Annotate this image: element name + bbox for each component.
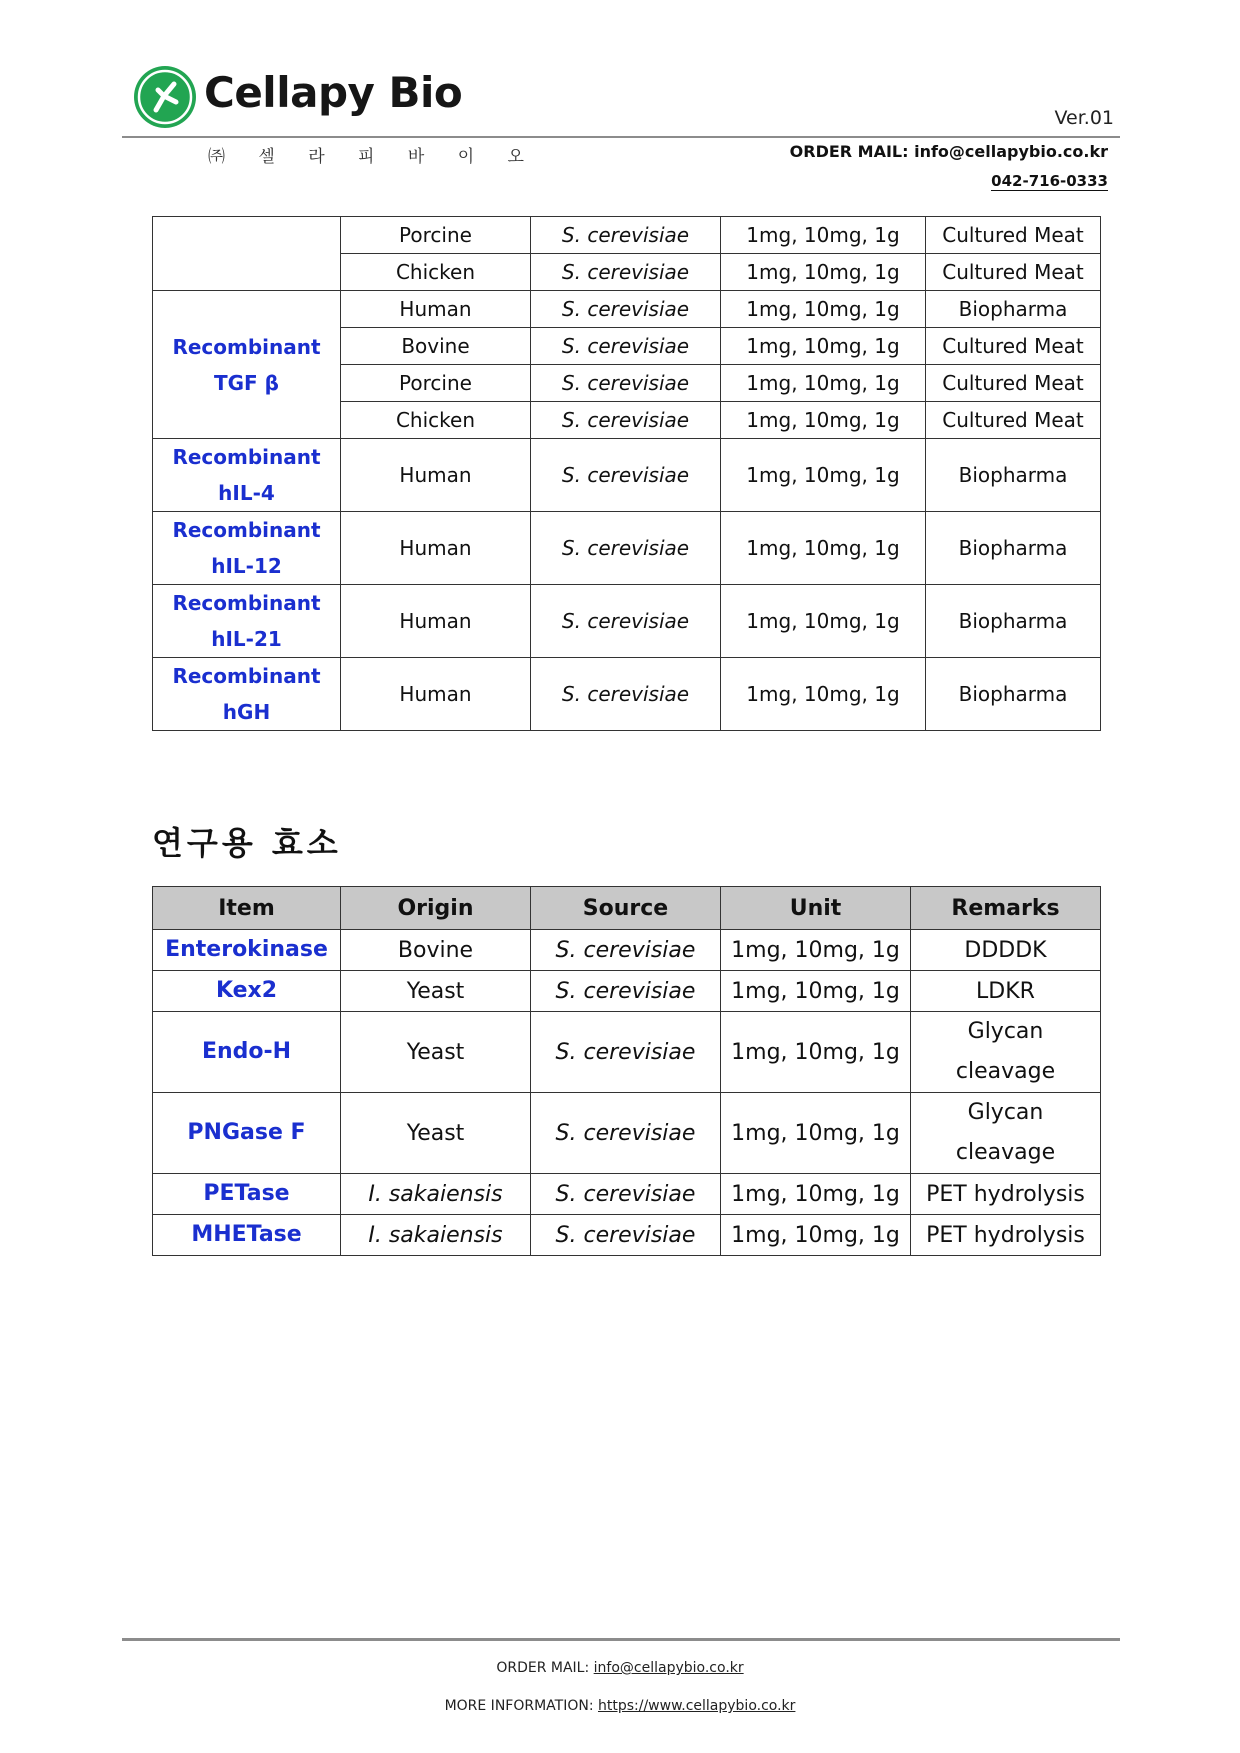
column-header-item: Item bbox=[153, 887, 341, 930]
cellapy-logo-icon bbox=[134, 66, 196, 128]
unit-cell: 1mg, 10mg, 1g bbox=[721, 1012, 911, 1093]
footer-website-link[interactable]: https://www.cellapybio.co.kr bbox=[598, 1698, 796, 1714]
item-cell: Kex2 bbox=[153, 971, 341, 1012]
origin-cell: Porcine bbox=[341, 217, 531, 254]
unit-cell: 1mg, 10mg, 1g bbox=[721, 585, 926, 658]
origin-cell: I. sakaiensis bbox=[341, 1174, 531, 1215]
origin-cell: Human bbox=[341, 585, 531, 658]
phone-number[interactable]: 042-716-0333 bbox=[991, 172, 1108, 190]
item-line: Recombinant bbox=[172, 591, 321, 615]
table-row bbox=[153, 1093, 1101, 1174]
item-cell-hil4 bbox=[153, 439, 341, 512]
column-header-unit: Unit bbox=[721, 887, 911, 930]
item-cell-hil21 bbox=[153, 585, 341, 658]
column-header-remarks: Remarks bbox=[911, 887, 1101, 930]
remark-cell bbox=[911, 1093, 1101, 1174]
item-cell: MHETase bbox=[153, 1215, 341, 1256]
source-cell: S. cerevisiae bbox=[531, 439, 721, 512]
remark-cell: Biopharma bbox=[926, 439, 1101, 512]
remark-cell: PET hydrolysis bbox=[911, 1174, 1101, 1215]
unit-cell: 1mg, 10mg, 1g bbox=[721, 658, 926, 731]
source-cell: S. cerevisiae bbox=[531, 217, 721, 254]
unit-cell: 1mg, 10mg, 1g bbox=[721, 291, 926, 328]
footer-more-info bbox=[0, 1698, 1240, 1714]
footer-order-label: ORDER MAIL: bbox=[496, 1660, 594, 1676]
page-header bbox=[122, 62, 1120, 196]
unit-cell: 1mg, 10mg, 1g bbox=[721, 217, 926, 254]
item-cell: PETase bbox=[153, 1174, 341, 1215]
origin-cell: Human bbox=[341, 439, 531, 512]
origin-cell: Yeast bbox=[341, 971, 531, 1012]
table-row bbox=[153, 439, 1101, 512]
unit-cell: 1mg, 10mg, 1g bbox=[721, 254, 926, 291]
footer-order-email-link[interactable]: info@cellapybio.co.kr bbox=[593, 1660, 744, 1676]
table-row bbox=[153, 1215, 1101, 1256]
unit-cell: 1mg, 10mg, 1g bbox=[721, 1093, 911, 1174]
origin-cell: Human bbox=[341, 658, 531, 731]
source-cell: S. cerevisiae bbox=[531, 291, 721, 328]
table-row bbox=[153, 217, 1101, 254]
footer-order-mail bbox=[0, 1660, 1240, 1676]
source-cell: S. cerevisiae bbox=[531, 1012, 721, 1093]
source-cell: S. cerevisiae bbox=[531, 402, 721, 439]
unit-cell: 1mg, 10mg, 1g bbox=[721, 328, 926, 365]
table-row bbox=[153, 971, 1101, 1012]
source-cell: S. cerevisiae bbox=[531, 971, 721, 1012]
unit-cell: 1mg, 10mg, 1g bbox=[721, 402, 926, 439]
enzyme-table bbox=[152, 886, 1101, 1256]
source-cell: S. cerevisiae bbox=[531, 930, 721, 971]
remark-cell: DDDDK bbox=[911, 930, 1101, 971]
item-cell: PNGase F bbox=[153, 1093, 341, 1174]
korean-company-name: ㈜ 셀 라 피 바 이 오 bbox=[208, 147, 538, 167]
table-row bbox=[153, 512, 1101, 585]
source-cell: S. cerevisiae bbox=[531, 658, 721, 731]
remark-line: cleavage bbox=[955, 1059, 1056, 1084]
remark-cell: Cultured Meat bbox=[926, 217, 1101, 254]
origin-cell: I. sakaiensis bbox=[341, 1215, 531, 1256]
table-row bbox=[153, 1174, 1101, 1215]
unit-cell: 1mg, 10mg, 1g bbox=[721, 439, 926, 512]
remark-line: Glycan bbox=[967, 1019, 1044, 1044]
source-cell: S. cerevisiae bbox=[531, 1174, 721, 1215]
remark-cell: Cultured Meat bbox=[926, 365, 1101, 402]
item-line: Recombinant bbox=[172, 445, 321, 469]
item-line: hIL-4 bbox=[218, 481, 275, 505]
origin-cell: Chicken bbox=[341, 402, 531, 439]
footer-divider bbox=[122, 1638, 1120, 1641]
column-header-origin: Origin bbox=[341, 887, 531, 930]
version-label: Ver.01 bbox=[1054, 107, 1114, 129]
unit-cell: 1mg, 10mg, 1g bbox=[721, 1215, 911, 1256]
remark-cell: LDKR bbox=[911, 971, 1101, 1012]
source-cell: S. cerevisiae bbox=[531, 1215, 721, 1256]
unit-cell: 1mg, 10mg, 1g bbox=[721, 930, 911, 971]
remark-cell: PET hydrolysis bbox=[911, 1215, 1101, 1256]
item-line: Recombinant bbox=[172, 664, 321, 688]
footer-more-label: MORE INFORMATION: bbox=[444, 1698, 598, 1714]
source-cell: S. cerevisiae bbox=[531, 254, 721, 291]
item-line: hIL-21 bbox=[211, 627, 282, 651]
remark-cell: Cultured Meat bbox=[926, 328, 1101, 365]
source-cell: S. cerevisiae bbox=[531, 328, 721, 365]
unit-cell: 1mg, 10mg, 1g bbox=[721, 1174, 911, 1215]
origin-cell: Porcine bbox=[341, 365, 531, 402]
remark-cell: Biopharma bbox=[926, 658, 1101, 731]
origin-cell: Yeast bbox=[341, 1012, 531, 1093]
table-row bbox=[153, 930, 1101, 971]
origin-cell: Human bbox=[341, 512, 531, 585]
unit-cell: 1mg, 10mg, 1g bbox=[721, 512, 926, 585]
item-cell-empty bbox=[153, 217, 341, 291]
item-cell-hil12 bbox=[153, 512, 341, 585]
item-line: hGH bbox=[222, 700, 271, 724]
remark-cell: Biopharma bbox=[926, 585, 1101, 658]
item-line: Recombinant bbox=[172, 518, 321, 542]
item-cell-hgh bbox=[153, 658, 341, 731]
section-title-research-enzymes: 연구용 효소 bbox=[152, 824, 342, 862]
unit-cell: 1mg, 10mg, 1g bbox=[721, 365, 926, 402]
source-cell: S. cerevisiae bbox=[531, 512, 721, 585]
table-header-row bbox=[153, 887, 1101, 930]
table-row bbox=[153, 658, 1101, 731]
item-cell-tgf-beta bbox=[153, 291, 341, 439]
column-header-source: Source bbox=[531, 887, 721, 930]
origin-cell: Bovine bbox=[341, 328, 531, 365]
item-line: Recombinant bbox=[172, 334, 321, 359]
item-line: TGF β bbox=[214, 370, 279, 395]
origin-cell: Chicken bbox=[341, 254, 531, 291]
item-line: hIL-12 bbox=[211, 554, 282, 578]
origin-cell: Yeast bbox=[341, 1093, 531, 1174]
remark-cell bbox=[911, 1012, 1101, 1093]
company-name: Cellapy Bio bbox=[204, 68, 463, 117]
source-cell: S. cerevisiae bbox=[531, 365, 721, 402]
table-row bbox=[153, 585, 1101, 658]
remark-cell: Cultured Meat bbox=[926, 402, 1101, 439]
item-cell: Enterokinase bbox=[153, 930, 341, 971]
header-divider bbox=[122, 136, 1120, 138]
source-cell: S. cerevisiae bbox=[531, 585, 721, 658]
table-row bbox=[153, 1012, 1101, 1093]
remark-cell: Biopharma bbox=[926, 291, 1101, 328]
item-cell: Endo-H bbox=[153, 1012, 341, 1093]
origin-cell: Bovine bbox=[341, 930, 531, 971]
order-mail-header[interactable]: ORDER MAIL: info@cellapybio.co.kr bbox=[789, 142, 1108, 161]
remark-line: cleavage bbox=[955, 1140, 1056, 1165]
unit-cell: 1mg, 10mg, 1g bbox=[721, 971, 911, 1012]
table-row bbox=[153, 291, 1101, 328]
remark-line: Glycan bbox=[967, 1100, 1044, 1125]
origin-cell: Human bbox=[341, 291, 531, 328]
remark-cell: Cultured Meat bbox=[926, 254, 1101, 291]
source-cell: S. cerevisiae bbox=[531, 1093, 721, 1174]
remark-cell: Biopharma bbox=[926, 512, 1101, 585]
product-table-continued bbox=[152, 216, 1101, 731]
